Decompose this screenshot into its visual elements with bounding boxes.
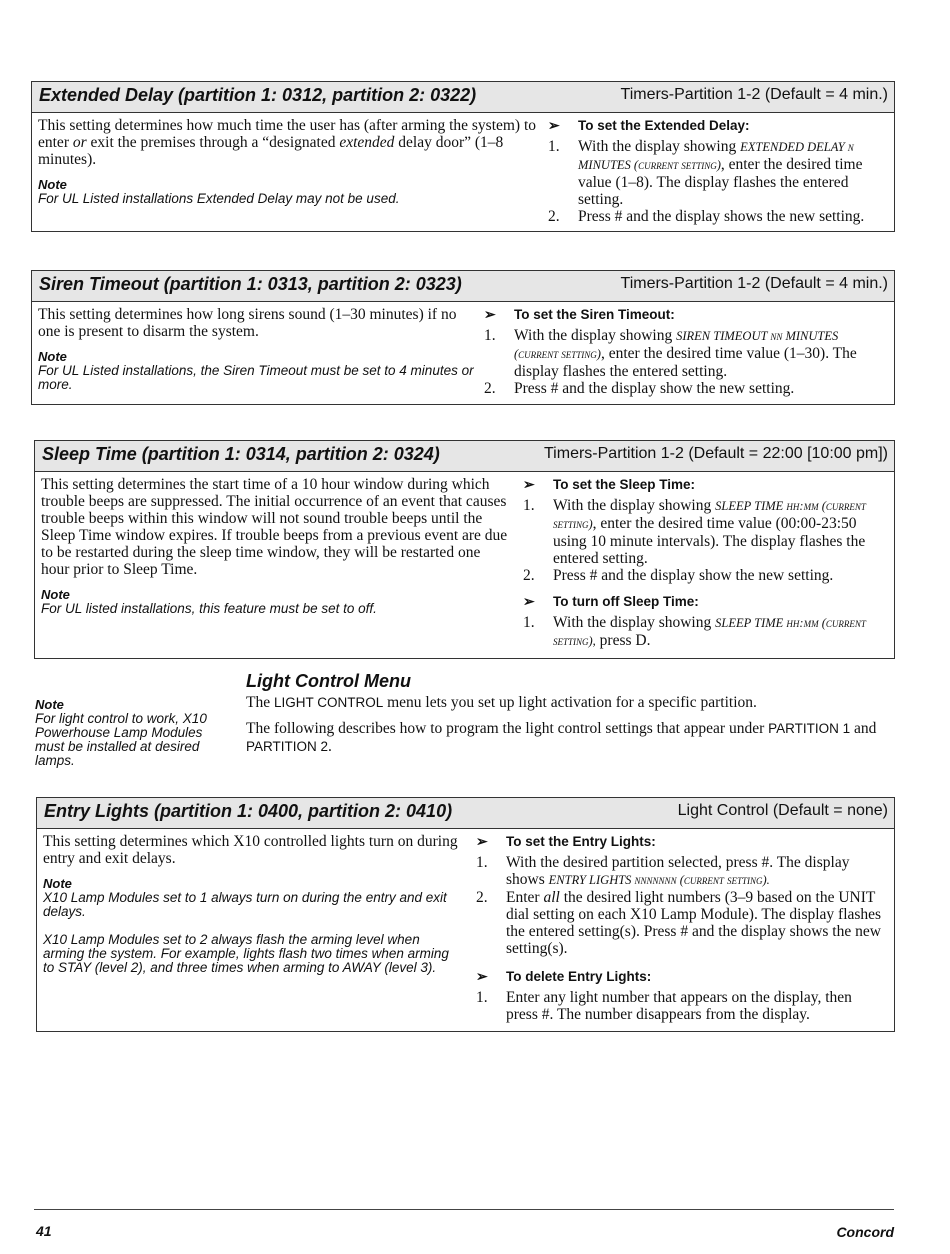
arrow-bullet-icon: ➢ bbox=[484, 306, 496, 322]
procedure-title-text: To set the Extended Delay: bbox=[578, 118, 750, 133]
desc-text: This setting determines the start time of a 10 hour window during which trouble beeps are suppressed. The initial occurrence of an event that causes trouble beeps within this window will not sound trouble beeps until the Sleep Time window expires. If trouble beeps from a previous event are due to be restarted during the sleep time window, they will be restarted one hour prior to Sleep Time. bbox=[41, 476, 508, 578]
procedure-step bbox=[484, 380, 884, 397]
note-text: X10 Lamp Modules set to 1 always turn on during the entry and exit delays. bbox=[43, 890, 447, 919]
arrow-bullet-icon: ➢ bbox=[476, 833, 488, 849]
section-title: Extended Delay (partition 1: 0312, partition 2: 0322) bbox=[39, 85, 477, 105]
procedure-step bbox=[548, 138, 890, 208]
paragraph-text: . bbox=[328, 738, 332, 755]
note-heading: Note bbox=[35, 697, 64, 712]
procedure-title bbox=[476, 968, 886, 985]
procedure-step bbox=[476, 889, 886, 957]
procedure-title-text: To delete Entry Lights: bbox=[506, 969, 652, 984]
step-text: the desired light numbers (3–9 based on the UNIT dial setting on each X10 Lamp Module). The display flashes the entered setting(s). Press # and the display shows the new setting(s). bbox=[506, 889, 882, 957]
procedure-title bbox=[523, 476, 885, 493]
section-description bbox=[38, 117, 538, 206]
note-heading: Note bbox=[43, 876, 72, 891]
display-text: EXTENDED DELAY n MINUTES (current setting) bbox=[578, 140, 854, 172]
arrow-bullet-icon: ➢ bbox=[548, 117, 560, 133]
sleep-time-box bbox=[34, 440, 895, 659]
section-category: Timers-Partition 1-2 (Default = 22:00 [10:00 pm]) bbox=[544, 445, 888, 462]
note-text: For UL Listed installations Extended Delay may not be used. bbox=[38, 191, 400, 206]
step-number: 2. bbox=[523, 567, 535, 584]
step-text: Press # and the display shows the new setting. bbox=[578, 208, 865, 225]
section-header bbox=[35, 441, 894, 472]
paragraph-text: The following describes how to program the light control settings that appear under bbox=[246, 720, 769, 737]
display-text: SIREN TIMEOUT nn MINUTES (current setting) bbox=[514, 329, 839, 361]
display-text: SLEEP TIME hh:mm (current setting) bbox=[553, 499, 866, 531]
section-title: Sleep Time (partition 1: 0314, partition 2: 0324) bbox=[42, 444, 440, 464]
procedure bbox=[484, 306, 884, 397]
procedure-step bbox=[484, 327, 884, 380]
step-number: 2. bbox=[548, 208, 560, 225]
note-text: X10 Lamp Modules set to 2 always flash the arming level when arming the system. For example, lights flash two times when arming to STAY (level 2), and three times when arming to AWAY (level 3). bbox=[43, 932, 449, 975]
section-category: Timers-Partition 1-2 (Default = 4 min.) bbox=[620, 275, 888, 292]
note-heading: Note bbox=[38, 349, 67, 364]
procedure-title-text: To set the Entry Lights: bbox=[506, 834, 656, 849]
light-control-paragraph bbox=[246, 694, 896, 712]
light-control-side-note bbox=[35, 697, 231, 768]
step-text: With the display showing bbox=[578, 138, 741, 155]
step-number: 1. bbox=[523, 614, 535, 631]
desc-emphasis: or bbox=[72, 134, 87, 151]
section-category: Timers-Partition 1-2 (Default = 4 min.) bbox=[620, 86, 888, 103]
section-description bbox=[41, 476, 511, 616]
extended-delay-box bbox=[31, 81, 895, 232]
procedure-title-text: To set the Sleep Time: bbox=[553, 477, 696, 492]
desc-text: This setting determines which X10 controlled lights turn on during entry and exit delays. bbox=[43, 833, 458, 867]
section-title: Entry Lights (partition 1: 0400, partition 2: 0410) bbox=[44, 801, 453, 821]
desc-text: delay door” (1–8 minutes). bbox=[38, 134, 504, 168]
step-text: Press # and the display show the new setting. bbox=[553, 567, 834, 584]
display-text: ENTRY LIGHTS nnnnnnn (current setting). bbox=[548, 873, 770, 887]
light-control-heading: Light Control Menu bbox=[246, 671, 411, 691]
note-text: For UL Listed installations, the Siren Timeout must be set to 4 minutes or more. bbox=[38, 363, 474, 392]
step-text: , enter the desired time value (00:00-23:50 using 10 minute intervals). The display flashes the entered setting. bbox=[553, 515, 866, 567]
section-category: Light Control (Default = none) bbox=[677, 802, 888, 819]
section-header bbox=[32, 271, 894, 302]
procedure-step bbox=[476, 854, 886, 889]
arrow-bullet-icon: ➢ bbox=[476, 968, 488, 984]
desc-text: exit the premises through a “designated bbox=[86, 134, 340, 151]
step-number: 1. bbox=[548, 138, 560, 155]
arrow-bullet-icon: ➢ bbox=[523, 593, 535, 609]
procedure bbox=[548, 117, 890, 225]
step-number: 1. bbox=[484, 327, 496, 344]
procedure-title bbox=[523, 593, 885, 610]
menu-name: LIGHT CONTROL bbox=[273, 695, 384, 710]
desc-text: This setting determines how long sirens sound (1–30 minutes) if no one is present to disarm the system. bbox=[38, 306, 457, 340]
note-heading: Note bbox=[41, 587, 70, 602]
product-name: Concord bbox=[836, 1224, 894, 1240]
section-description bbox=[38, 306, 474, 392]
step-text: , enter the desired time value (1–30). The display flashes the entered setting. bbox=[514, 345, 857, 380]
section-header bbox=[32, 82, 894, 113]
light-control-paragraph bbox=[246, 720, 896, 756]
note-text: For light control to work, X10 Powerhouse Lamp Modules must be installed at desired lamps. bbox=[35, 711, 207, 768]
step-number: 1. bbox=[476, 989, 488, 1006]
siren-timeout-box bbox=[31, 270, 895, 405]
step-text: With the display showing bbox=[553, 497, 716, 514]
section-description bbox=[43, 833, 463, 975]
procedure-step bbox=[548, 208, 890, 225]
step-number: 2. bbox=[476, 889, 488, 906]
step-number: 1. bbox=[476, 854, 488, 871]
page-number: 41 bbox=[36, 1223, 52, 1239]
section-header bbox=[37, 798, 894, 829]
step-text: press D. bbox=[595, 632, 651, 649]
paragraph-text: and bbox=[850, 720, 877, 737]
procedure-title bbox=[548, 117, 890, 134]
paragraph-text: The bbox=[246, 694, 274, 711]
procedure-title-text: To turn off Sleep Time: bbox=[553, 594, 699, 609]
arrow-bullet-icon: ➢ bbox=[523, 476, 535, 492]
step-text: , enter the desired time value (1–8). The display flashes the entered setting. bbox=[578, 156, 863, 208]
step-text: With the display showing bbox=[514, 327, 677, 344]
procedure bbox=[523, 476, 885, 650]
step-text: Press # and the display show the new setting. bbox=[514, 380, 795, 397]
desc-emphasis: extended bbox=[339, 134, 395, 151]
section-title: Siren Timeout (partition 1: 0313, partition 2: 0323) bbox=[39, 274, 462, 294]
menu-name: PARTITION 2 bbox=[246, 739, 329, 754]
procedure-title bbox=[476, 833, 886, 850]
procedure-title bbox=[484, 306, 884, 323]
procedure-step bbox=[523, 614, 885, 650]
procedure bbox=[476, 833, 886, 1023]
step-emphasis: all bbox=[543, 889, 560, 906]
step-text: Enter bbox=[506, 889, 544, 906]
note-heading: Note bbox=[38, 177, 67, 192]
light-control-body bbox=[246, 694, 896, 756]
step-text: With the display showing bbox=[553, 614, 716, 631]
step-number: 1. bbox=[523, 497, 535, 514]
entry-lights-box bbox=[36, 797, 895, 1032]
desc-text: This setting determines how much time the user has (after arming the system) to enter bbox=[38, 117, 537, 151]
footer-divider bbox=[34, 1209, 894, 1210]
display-text: SLEEP TIME hh:mm (current setting), bbox=[553, 616, 866, 648]
procedure-step bbox=[523, 567, 885, 584]
note-text: For UL listed installations, this feature must be set to off. bbox=[41, 601, 377, 616]
step-number: 2. bbox=[484, 380, 496, 397]
menu-name: PARTITION 1 bbox=[768, 721, 851, 736]
step-text: Enter any light number that appears on the display, then press #. The number disappears from the display. bbox=[506, 989, 852, 1023]
procedure-step bbox=[476, 989, 886, 1023]
step-text: With the desired partition selected, press #. The display shows bbox=[506, 854, 850, 888]
procedure-step bbox=[523, 497, 885, 567]
procedure-title-text: To set the Siren Timeout: bbox=[514, 307, 675, 322]
paragraph-text: menu lets you set up light activation for a specific partition. bbox=[383, 694, 757, 711]
